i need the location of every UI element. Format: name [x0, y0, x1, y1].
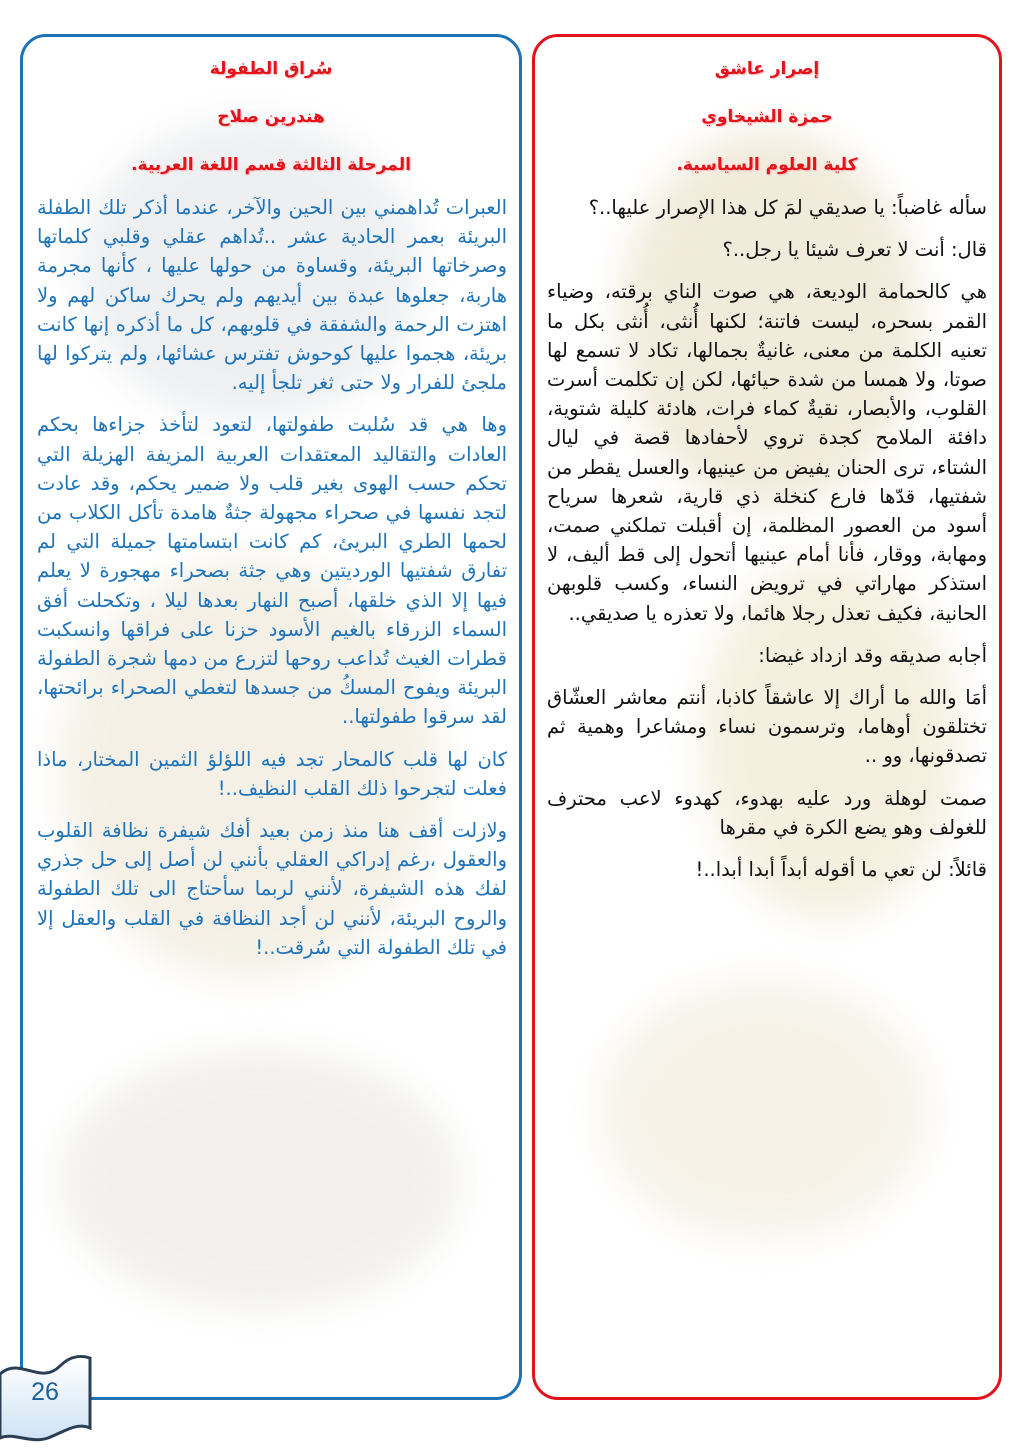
paragraph: أمَا والله ما أراك إلا عاشقاً كاذبا، أنتم معاشر العشّاق تختلقون أوهاما، وترسمون نساء ومشاعرا وهمية ثم تصدقونها، وو ..: [547, 686, 987, 768]
paragraph: ولازلت أقف هنا منذ زمن بعيد أفك شيفرة نظافة القلوب والعقول ،رغم إدراكي العقلي بأنني لن أصل إلى حل جذري لفك هذه الشيفرة، لأنني لربما سأحتاج الى تلك الطفولة والروح البريئة، لأنني لن أجد النظافة في القلب والعقل إلا في تلك الطفولة التي سُرقت..!: [37, 819, 507, 959]
article-body: [23, 193, 519, 962]
article-affiliation: المرحلة الثالثة قسم اللغة العربية.: [131, 155, 411, 175]
article-left-panel: [20, 34, 522, 1400]
article-title: إصرار عاشق: [714, 59, 820, 79]
paragraph: وها هي قد سُلبت طفولتها، لتعود لتأخذ جزاءها بحكم العادات والتقاليد المعتقدات العربية المزيفة الهزيلة التي تحكم حسب الهوى بغير قلب ولا ضمير يحكم، وقد عادت لتجد نفسها في صحراء مجهولة جثةٌ هامدة تأكل الكلاب من لحمها الطري البريئ، كم كانت ابتسامتها جميلة التي لم تفارق شفتيها الورديتين وهي جثة بصحراء مهجورة لا يعلم فيها إلا الذي خلقها، أصبح النهار بعدها ليلا ، وتكحلت أفق السماء الزرقاء بالغيم الأسود حزنا على فراقها وانسكبت قطرات الغيث تُداعب روحها لتزرع من دمها شجرة الطفولة البريئة ويفوح المسكُ من جسدها لتغطي الصحراء برائحتها، لقد سرقوا طفولتها..: [37, 413, 507, 729]
paragraph: قال: أنت لا تعرف شيئا يا رجل..؟: [722, 238, 987, 262]
paragraph: هي كالحمامة الوديعة، هي صوت الناي برقته، وضياء القمر بسحره، ليست فاتنة؛ لكنها أُنثى، أُنثى بكل ما تعنيه الكلمة من معنى، غانيةٌ بجمالها، تكاد لا تسمع لها صوتا، ولا همسا من شدة حيائها، لكن إن تكلمت أسرت القلوب، والأبصار، نقيةٌ كماء فرات، هادئة كليلة شتوية، دافئة الملامح كجدة تروي لأحفادها قصة في ليال الشتاء، ترى الحنان يفيض من عينيها، والعسل يقطر من شفتيها، قدّها فارع كنخلة ذي قارية، شعرها سرياح أسود من العصور المظلمة، إن أقبلت تملكني صمت، ومهابة، ووقار، فأنا أمام عينيها أتحول إلى قط أليف، لا استذكر مهاراتي في ترويض النساء، وكسب قلوبهن الحانية، فكيف تعذل رجلا هائما، ولا تعذره يا صديقي..: [547, 280, 987, 625]
page-number: 26: [31, 1378, 59, 1406]
paragraph: كان لها قلب كالمحار تجد فيه اللؤلؤ الثمين المختار، ماذا فعلت لتجرحوا ذلك القلب النظيف..!: [37, 747, 507, 800]
article-title: سُراق الطفولة: [209, 59, 333, 79]
article-affiliation: كلية العلوم السياسية.: [676, 155, 858, 175]
paragraph: صمت لوهلة ورد عليه بهدوء، كهدوء لاعب محترف للغولف وهو يضع الكرة في مقرها: [547, 786, 987, 839]
paragraph: سأله غاضباً: يا صديقي لمَ كل هذا الإصرار عليها..؟: [588, 196, 987, 219]
paragraph: أجابه صديقه وقد ازداد غيضا:: [758, 643, 987, 667]
article-body: [535, 193, 999, 884]
paragraph: العبرات تُداهمني بين الحين والآخر، عندما أذكر تلك الطفلة البريئة بعمر الحادية عشر ..تُداهم عقلي وقلبي كلماتها وصرخاتها البريئة، وقساوة من حولها عليها ، كأنها مجرمة هاربة، جعلوها عبدة بين أيديهم ولم يحرك ساكن لهم ولا اهتزت الرحمة والشفقة في قلوبهم، كل ما أذكره إنها كانت بريئة، هجموا عليها كوحوش تفترس عشائها، ولم يتركوا لها ملجئ للفرار ولا حتى ثغر تلجأ إليه.: [37, 196, 507, 395]
paragraph: قائلاً: لن تعي ما أقوله أبداً أبدا أبدا..!: [695, 858, 987, 882]
article-author: حمزة الشيخاوي: [701, 107, 833, 127]
article-author: هندرين صلاح: [217, 107, 325, 127]
article-right-panel: [532, 34, 1002, 1400]
